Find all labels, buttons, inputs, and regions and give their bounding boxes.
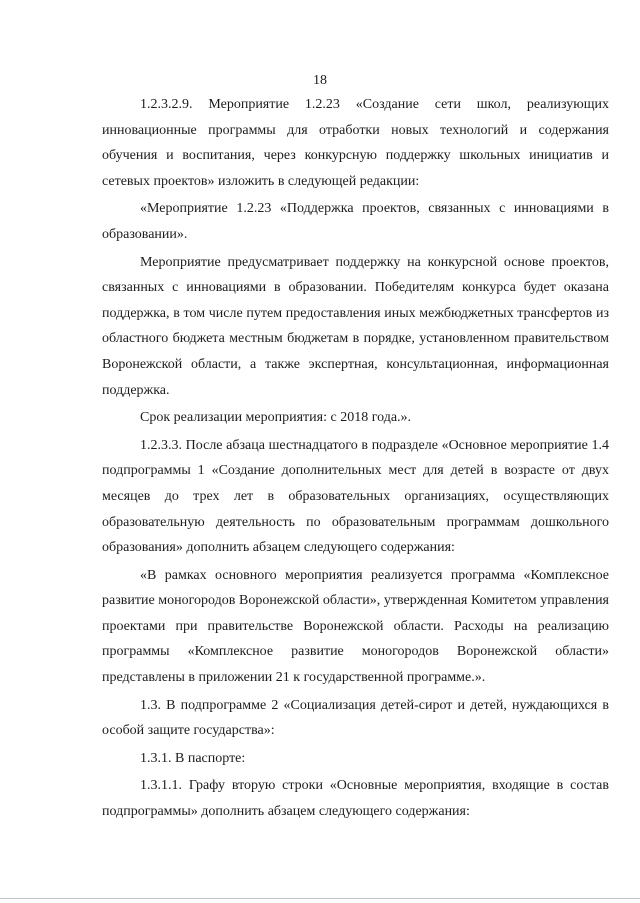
paragraph-1-3-subprogram-2: 1.3. В подпрограмме 2 «Социализация детей-сирот и детей, нуждающихся в особой защите государства»: bbox=[102, 697, 609, 739]
paragraph-measure-description: Мероприятие предусматривает поддержку на конкурсной основе проектов, связанных с инновациями в образовании. Победителям конкурса будет оказана поддержка, в том числе путем предоставления иных межбюджетных трансфертов из областного бюджета местным бюджетам в порядке, установленном правительством Воронежской области, а также экспертная, консультационная, информационная поддержка. bbox=[102, 254, 609, 398]
paragraph-measure-1-2-23-title: «Мероприятие 1.2.23 «Поддержка проектов, связанных с инновациями в образовании». bbox=[102, 201, 609, 242]
paragraph-1-3-1-passport: 1.3.1. В паспорте: bbox=[140, 750, 246, 766]
paragraph-monotowns-program: «В рамках основного мероприятия реализуется программа «Комплексное развитие моногородов Воронежской области», утвержденная Комитетом управления проектами при правительстве Воронежской области. Расходы на реализацию программы «Комплексное развитие моногородов Воронежской области» представлены в приложении 21 к государственной программе.». bbox=[102, 567, 609, 686]
document-body bbox=[102, 92, 609, 827]
paragraph-1-2-3-3: 1.2.3.3. После абзаца шестнадцатого в подразделе «Основное мероприятие 1.4 подпрограммы 1 «Создание дополнительных мест для детей в возрасте от двух месяцев до трех лет в образовательных организациях, осуществляющих образовательную деятельность по образовательным программам дошкольного образования» дополнить абзацем следующего содержания: bbox=[102, 437, 609, 556]
paragraph-measure-1-2-23-header: 1.2.3.2.9. Мероприятие 1.2.23 «Создание сети школ, реализующих инновационные программы для отработки новых технологий и содержания обучения и воспитания, через конкурсную поддержку школьных инициатив и сетевых проектов» изложить в следующей редакции: bbox=[102, 97, 609, 189]
paragraph-implementation-period: Срок реализации мероприятия: с 2018 года.». bbox=[140, 410, 412, 426]
bottom-edge-line bbox=[0, 898, 640, 899]
page-number: 18 bbox=[313, 73, 327, 88]
paragraph-1-3-1-1: 1.3.1.1. Графу вторую строки «Основные мероприятия, входящие в состав подпрограммы» дополнить абзацем следующего содержания: bbox=[102, 778, 609, 820]
